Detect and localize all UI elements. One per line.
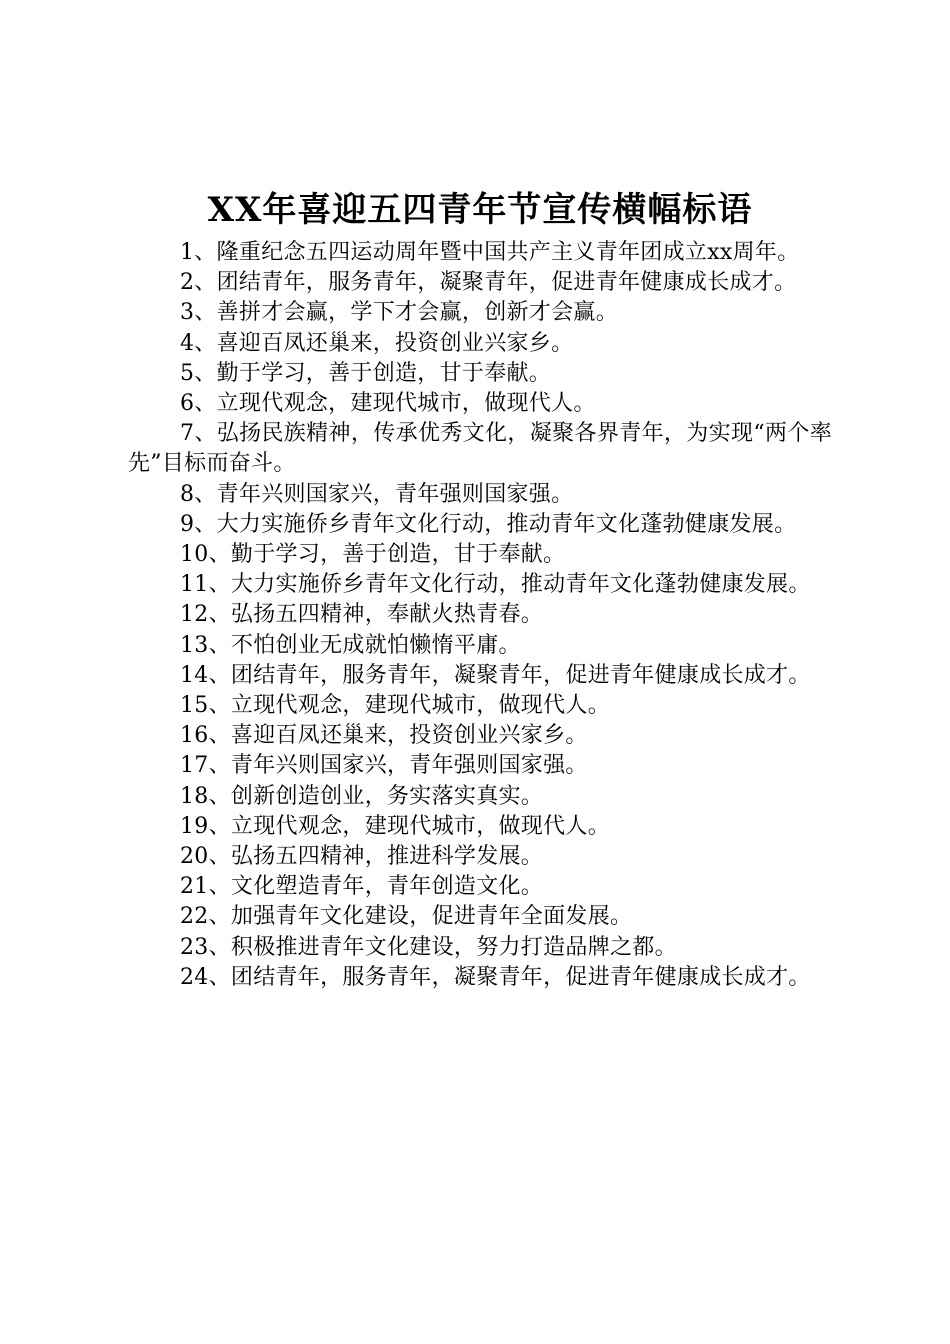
slogan-item-3: 3、善拼才会赢，学下才会赢，创新才会赢。 [180,300,618,326]
slogan-item-15: 15、立现代观念，建现代城市，做现代人。 [180,693,610,719]
slogan-item-21: 21、文化塑造青年，青年创造文化。 [180,874,544,900]
slogan-item-16: 16、喜迎百凤还巢来，投资创业兴家乡。 [180,723,588,749]
document-title: XX年喜迎五四青年节宣传横幅标语 [207,190,753,230]
slogan-item-12: 12、弘扬五四精神，奉献火热青春。 [180,602,544,628]
slogan-item-8: 8、青年兴则国家兴，青年强则国家强。 [180,481,574,507]
slogan-list [128,238,832,993]
slogan-item-5: 5、勤于学习，善于创造，甘于奉献。 [180,360,552,386]
slogan-item-7: 7、弘扬民族精神，传承优秀文化，凝聚各界青年，为实现“两个率先”目标而奋斗。 [128,421,832,477]
slogan-item-24: 24、团结青年，服务青年，凝聚青年，促进青年健康成长成才。 [180,964,811,990]
slogan-item-23: 23、积极推进青年文化建设，努力打造品牌之都。 [180,934,677,960]
slogan-item-10: 10、勤于学习，善于创造，甘于奉献。 [180,542,566,568]
slogan-item-2: 2、团结青年，服务青年，凝聚青年，促进青年健康成长成才。 [180,270,797,296]
slogan-item-11: 11、大力实施侨乡青年文化行动，推动青年文化蓬勃健康发展。 [180,572,811,598]
slogan-item-20: 20、弘扬五四精神，推进科学发展。 [180,844,544,870]
slogan-item-6: 6、立现代观念，建现代城市，做现代人。 [180,391,596,417]
slogan-item-14: 14、团结青年，服务青年，凝聚青年，促进青年健康成长成才。 [180,662,811,688]
slogan-item-22: 22、加强青年文化建设，促进青年全面发展。 [180,904,633,930]
slogan-item-18: 18、创新创造创业，务实落实真实。 [180,783,544,809]
slogan-item-17: 17、青年兴则国家兴，青年强则国家强。 [180,753,588,779]
slogan-item-9: 9、大力实施侨乡青年文化行动，推动青年文化蓬勃健康发展。 [180,511,797,537]
slogan-item-4: 4、喜迎百凤还巢来，投资创业兴家乡。 [180,330,574,356]
slogan-item-1: 1、隆重纪念五四运动周年暨中国共产主义青年团成立xx周年。 [180,240,800,265]
slogan-item-19: 19、立现代观念，建现代城市，做现代人。 [180,813,610,839]
slogan-item-13: 13、不怕创业无成就怕懒惰平庸。 [180,632,521,658]
